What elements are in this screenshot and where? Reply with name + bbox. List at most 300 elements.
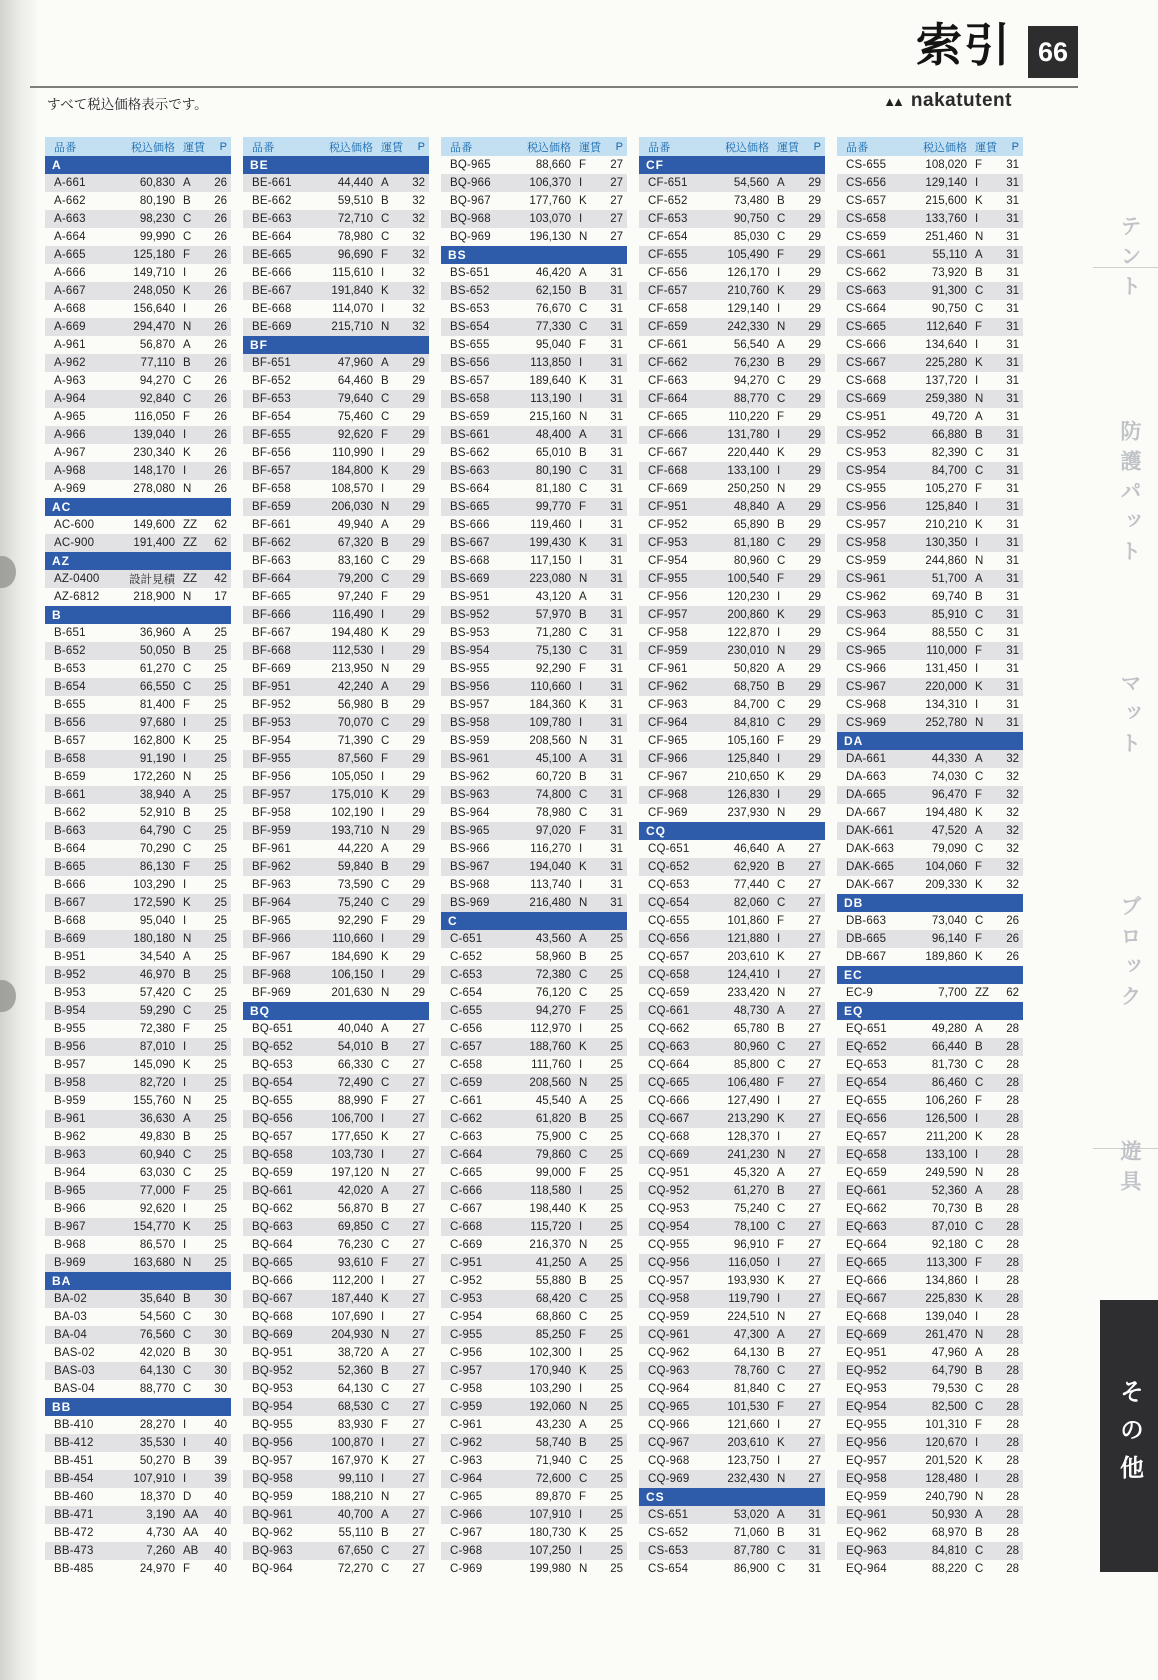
page-title: 索引 bbox=[916, 19, 1012, 71]
cell-ship: K bbox=[975, 1131, 983, 1143]
cell-price: 86,900 bbox=[733, 1563, 769, 1575]
cell-ship: C bbox=[183, 1149, 192, 1161]
cell-ship: C bbox=[381, 231, 390, 243]
cell-price: 80,190 bbox=[139, 195, 175, 207]
cell-code: B-958 bbox=[54, 1077, 86, 1089]
cell-code: BE-669 bbox=[252, 321, 292, 333]
cell-pg: 25 bbox=[214, 1023, 227, 1035]
cell-price: 38,720 bbox=[337, 1347, 373, 1359]
cell-pg: 27 bbox=[412, 1167, 425, 1179]
cell-pg: 25 bbox=[214, 969, 227, 981]
cell-ship: N bbox=[579, 573, 588, 585]
cell-pg: 29 bbox=[412, 411, 425, 423]
cell-ship: C bbox=[579, 807, 588, 819]
table-row bbox=[441, 822, 627, 840]
cell-code: C-962 bbox=[450, 1437, 483, 1449]
cell-code: B-655 bbox=[54, 699, 86, 711]
cell-price: 76,120 bbox=[535, 987, 571, 999]
table-row bbox=[243, 1290, 429, 1308]
cell-ship: F bbox=[777, 411, 785, 423]
cell-code: C-664 bbox=[450, 1149, 483, 1161]
cell-price: 97,020 bbox=[535, 825, 571, 837]
cell-ship: C bbox=[777, 897, 786, 909]
cell-price: 63,030 bbox=[139, 1167, 175, 1179]
cell-ship: I bbox=[183, 465, 187, 477]
table-row bbox=[243, 1218, 429, 1236]
table-row bbox=[441, 390, 627, 408]
table-row bbox=[441, 1164, 627, 1182]
cell-price: 88,550 bbox=[931, 627, 967, 639]
table-row bbox=[45, 1074, 231, 1092]
cell-code: B-967 bbox=[54, 1221, 86, 1233]
cell-price: 72,270 bbox=[337, 1563, 373, 1575]
cell-pg: 29 bbox=[808, 591, 821, 603]
table-row bbox=[243, 1416, 429, 1434]
cell-code: CF-952 bbox=[648, 519, 688, 531]
cell-pg: 31 bbox=[1006, 411, 1019, 423]
cell-pg: 28 bbox=[1006, 1383, 1019, 1395]
cell-price: 44,440 bbox=[337, 177, 373, 189]
cell-pg: 27 bbox=[808, 1437, 821, 1449]
cell-pg: 25 bbox=[610, 1131, 623, 1143]
table-row bbox=[45, 678, 231, 696]
cell-code: BQ-962 bbox=[252, 1527, 293, 1539]
cell-pg: 27 bbox=[412, 1059, 425, 1071]
cell-price: 103,290 bbox=[133, 879, 175, 891]
cell-price: 121,660 bbox=[727, 1419, 769, 1431]
cell-ship: I bbox=[777, 303, 781, 315]
cell-code: A-665 bbox=[54, 249, 86, 261]
column-header-pg: P bbox=[417, 140, 425, 153]
cell-ship: I bbox=[183, 303, 187, 315]
table-row bbox=[243, 912, 429, 930]
cell-pg: 27 bbox=[412, 1095, 425, 1107]
cell-price: 137,720 bbox=[925, 375, 967, 387]
cell-pg: 29 bbox=[808, 231, 821, 243]
cell-pg: 25 bbox=[610, 1113, 623, 1125]
cell-code: CS-951 bbox=[846, 411, 887, 423]
cell-price: 71,390 bbox=[337, 735, 373, 747]
cell-price: 57,970 bbox=[535, 609, 571, 621]
cell-pg: 31 bbox=[808, 1563, 821, 1575]
cell-price: 232,430 bbox=[727, 1473, 769, 1485]
cell-code: B-966 bbox=[54, 1203, 86, 1215]
table-row bbox=[243, 858, 429, 876]
section-header-DB: DB bbox=[837, 894, 1023, 912]
cell-price: 184,360 bbox=[529, 699, 571, 711]
cell-code: C-654 bbox=[450, 987, 483, 999]
cell-pg: 25 bbox=[214, 1095, 227, 1107]
cell-ship: B bbox=[975, 1203, 983, 1215]
cell-ship: C bbox=[777, 1203, 786, 1215]
cell-price: 106,150 bbox=[331, 969, 373, 981]
cell-ship: B bbox=[777, 1023, 785, 1035]
table-row bbox=[837, 1146, 1023, 1164]
cell-code: BQ-652 bbox=[252, 1041, 293, 1053]
cell-ship: C bbox=[975, 1401, 984, 1413]
table-row bbox=[45, 750, 231, 768]
cell-price: 204,930 bbox=[331, 1329, 373, 1341]
table-row bbox=[837, 534, 1023, 552]
cell-price: 177,760 bbox=[529, 195, 571, 207]
cell-code: CF-659 bbox=[648, 321, 688, 333]
table-row bbox=[243, 1200, 429, 1218]
cell-pg: 27 bbox=[808, 1419, 821, 1431]
cell-code: BA-04 bbox=[54, 1329, 87, 1341]
cell-pg: 31 bbox=[610, 591, 623, 603]
cell-ship: A bbox=[183, 1113, 191, 1125]
cell-price: 192,060 bbox=[529, 1401, 571, 1413]
cell-pg: 25 bbox=[214, 645, 227, 657]
cell-price: 125,840 bbox=[727, 753, 769, 765]
cell-price: 49,280 bbox=[931, 1023, 967, 1035]
cell-pg: 28 bbox=[1006, 1509, 1019, 1521]
cell-pg: 31 bbox=[1006, 465, 1019, 477]
cell-pg: 27 bbox=[808, 987, 821, 999]
cell-code: CF-666 bbox=[648, 429, 688, 441]
cell-ship: A bbox=[975, 825, 983, 837]
cell-pg: 29 bbox=[808, 735, 821, 747]
cell-pg: 31 bbox=[610, 735, 623, 747]
cell-price: 51,700 bbox=[931, 573, 967, 585]
column-header-code: 品番 bbox=[846, 141, 869, 154]
cell-price: 208,560 bbox=[529, 1077, 571, 1089]
cell-pg: 28 bbox=[1006, 1365, 1019, 1377]
cell-ship: N bbox=[183, 483, 192, 495]
cell-code: AC-600 bbox=[54, 519, 95, 531]
cell-code: C-667 bbox=[450, 1203, 483, 1215]
table-row bbox=[45, 912, 231, 930]
cell-price: 59,510 bbox=[337, 195, 373, 207]
cell-pg: 26 bbox=[214, 267, 227, 279]
table-row bbox=[639, 1380, 825, 1398]
cell-code: CQ-963 bbox=[648, 1365, 690, 1377]
cell-pg: 27 bbox=[610, 213, 623, 225]
cell-code: BS-654 bbox=[450, 321, 490, 333]
cell-ship: AA bbox=[183, 1527, 199, 1539]
cell-ship: I bbox=[381, 1437, 385, 1449]
cell-code: CS-954 bbox=[846, 465, 887, 477]
table-row bbox=[243, 714, 429, 732]
cell-price: 156,640 bbox=[133, 303, 175, 315]
cell-pg: 25 bbox=[610, 1203, 623, 1215]
cell-code: BS-953 bbox=[450, 627, 490, 639]
cell-price: 96,910 bbox=[733, 1239, 769, 1251]
table-row bbox=[837, 1434, 1023, 1452]
cell-code: BF-666 bbox=[252, 609, 291, 621]
cell-ship: C bbox=[777, 1221, 786, 1233]
cell-price: 3,190 bbox=[146, 1509, 175, 1521]
cell-code: CQ-962 bbox=[648, 1347, 690, 1359]
cell-code: EQ-655 bbox=[846, 1095, 887, 1107]
cell-code: DA-661 bbox=[846, 753, 887, 765]
cell-pg: 29 bbox=[808, 663, 821, 675]
cell-price: 112,640 bbox=[926, 321, 967, 333]
table-row bbox=[243, 786, 429, 804]
cell-ship: C bbox=[183, 1383, 192, 1395]
cell-ship: K bbox=[777, 1437, 785, 1449]
cell-pg: 28 bbox=[1006, 1455, 1019, 1467]
cell-code: A-669 bbox=[54, 321, 86, 333]
cell-pg: 28 bbox=[1006, 1041, 1019, 1053]
table-row bbox=[441, 156, 627, 174]
triangle-logo-icon: ▲▲ bbox=[883, 93, 901, 109]
table-row bbox=[441, 1326, 627, 1344]
cell-pg: 31 bbox=[610, 879, 623, 891]
cell-ship: A bbox=[777, 1167, 785, 1179]
cell-ship: F bbox=[381, 429, 389, 441]
table-row bbox=[837, 1164, 1023, 1182]
cell-ship: C bbox=[381, 1545, 390, 1557]
cell-ship: C bbox=[777, 1059, 786, 1071]
cell-code: CS-965 bbox=[846, 645, 887, 657]
cell-code: BF-955 bbox=[252, 753, 291, 765]
cell-price: 131,780 bbox=[727, 429, 769, 441]
cell-pg: 29 bbox=[412, 789, 425, 801]
section-header-EQ: EQ bbox=[837, 1002, 1023, 1020]
cell-code: BQ-951 bbox=[252, 1347, 293, 1359]
cell-price: 71,280 bbox=[535, 627, 571, 639]
cell-price: 97,240 bbox=[337, 591, 373, 603]
cell-price: 149,600 bbox=[133, 519, 175, 531]
cell-code: C-965 bbox=[450, 1491, 483, 1503]
cell-ship: F bbox=[381, 249, 389, 261]
cell-price: 77,110 bbox=[140, 357, 175, 369]
sidebar-tab-playground bbox=[1100, 1140, 1158, 1250]
cell-code: BF-651 bbox=[252, 357, 291, 369]
cell-price: 115,610 bbox=[332, 267, 373, 279]
cell-ship: F bbox=[381, 591, 389, 603]
cell-price: 50,050 bbox=[139, 645, 175, 657]
cell-ship: C bbox=[579, 645, 588, 657]
cell-code: EQ-957 bbox=[846, 1455, 887, 1467]
cell-code: CF-954 bbox=[648, 555, 688, 567]
cell-pg: 29 bbox=[808, 267, 821, 279]
cell-price: 116,050 bbox=[134, 411, 175, 423]
cell-ship: I bbox=[183, 1041, 187, 1053]
cell-pg: 27 bbox=[808, 1455, 821, 1467]
cell-code: CF-966 bbox=[648, 753, 688, 765]
cell-price: 172,260 bbox=[133, 771, 175, 783]
table-row bbox=[243, 1452, 429, 1470]
cell-pg: 27 bbox=[808, 1131, 821, 1143]
cell-ship: I bbox=[975, 1149, 979, 1161]
cell-pg: 40 bbox=[214, 1509, 227, 1521]
cell-pg: 29 bbox=[808, 303, 821, 315]
cell-code: BF-962 bbox=[252, 861, 291, 873]
cell-pg: 29 bbox=[412, 987, 425, 999]
scan-edge-shadow bbox=[0, 0, 40, 1680]
cell-pg: 31 bbox=[610, 285, 623, 297]
cell-price: 72,710 bbox=[337, 213, 373, 225]
cell-ship: I bbox=[975, 501, 979, 513]
table-row bbox=[243, 750, 429, 768]
cell-pg: 27 bbox=[412, 1203, 425, 1215]
cell-ship: N bbox=[777, 987, 786, 999]
table-row bbox=[441, 1560, 627, 1578]
cell-price: 18,370 bbox=[139, 1491, 175, 1503]
cell-pg: 31 bbox=[1006, 591, 1019, 603]
cell-ship: K bbox=[777, 771, 785, 783]
table-row bbox=[837, 678, 1023, 696]
cell-pg: 31 bbox=[1006, 681, 1019, 693]
table-row bbox=[243, 1182, 429, 1200]
table-row bbox=[243, 696, 429, 714]
cell-price: 52,910 bbox=[139, 807, 175, 819]
cell-ship: K bbox=[183, 1059, 191, 1071]
cell-pg: 31 bbox=[1006, 303, 1019, 315]
cell-code: BQ-653 bbox=[252, 1059, 293, 1071]
cell-price: 148,170 bbox=[133, 465, 175, 477]
cell-price: 87,010 bbox=[139, 1041, 175, 1053]
cell-pg: 28 bbox=[1006, 1293, 1019, 1305]
cell-code: BS-659 bbox=[450, 411, 490, 423]
cell-price: 223,080 bbox=[529, 573, 571, 585]
table-row bbox=[837, 642, 1023, 660]
cell-price: 116,270 bbox=[530, 843, 571, 855]
cell-price: 49,720 bbox=[931, 411, 967, 423]
cell-pg: 27 bbox=[808, 1167, 821, 1179]
cell-code: BQ-959 bbox=[252, 1491, 293, 1503]
cell-ship: I bbox=[579, 357, 583, 369]
cell-ship: C bbox=[381, 1077, 390, 1089]
column-header-ship: 運賃 bbox=[381, 141, 403, 154]
table-row bbox=[639, 1560, 825, 1578]
table-row bbox=[441, 732, 627, 750]
cell-code: EQ-962 bbox=[846, 1527, 887, 1539]
cell-code: EQ-661 bbox=[846, 1185, 887, 1197]
cell-price: 225,830 bbox=[925, 1293, 967, 1305]
cell-pg: 30 bbox=[214, 1347, 227, 1359]
cell-pg: 26 bbox=[214, 249, 227, 261]
cell-code: BF-969 bbox=[252, 987, 291, 999]
cell-price: 126,830 bbox=[727, 789, 769, 801]
cell-code: CS-658 bbox=[846, 213, 887, 225]
table-row bbox=[243, 732, 429, 750]
cell-price: 45,320 bbox=[733, 1167, 769, 1179]
table-row bbox=[639, 1056, 825, 1074]
table-row bbox=[243, 246, 429, 264]
cell-code: CQ-658 bbox=[648, 969, 690, 981]
cell-pg: 27 bbox=[412, 1275, 425, 1287]
cell-ship: N bbox=[381, 1329, 390, 1341]
cell-code: CF-651 bbox=[648, 177, 688, 189]
cell-price: 110,660 bbox=[332, 933, 373, 945]
cell-ship: C bbox=[777, 1365, 786, 1377]
cell-code: B-959 bbox=[54, 1095, 86, 1107]
table-row bbox=[45, 210, 231, 228]
cell-ship: A bbox=[183, 339, 191, 351]
cell-code: BS-962 bbox=[450, 771, 490, 783]
cell-ship: A bbox=[975, 1509, 983, 1521]
cell-code: CS-657 bbox=[846, 195, 887, 207]
cell-ship: B bbox=[183, 807, 191, 819]
cell-ship: A bbox=[183, 177, 191, 189]
cell-price: 54,560 bbox=[733, 177, 769, 189]
cell-ship: B bbox=[381, 195, 389, 207]
cell-code: BE-667 bbox=[252, 285, 292, 297]
cell-pg: 29 bbox=[808, 375, 821, 387]
cell-code: C-661 bbox=[450, 1095, 483, 1107]
cell-code: CF-963 bbox=[648, 699, 688, 711]
cell-ship: C bbox=[975, 1383, 984, 1395]
cell-ship: B bbox=[579, 951, 587, 963]
table-row bbox=[45, 858, 231, 876]
cell-code: BS-652 bbox=[450, 285, 490, 297]
cell-price: 215,600 bbox=[925, 195, 967, 207]
cell-pg: 25 bbox=[610, 1293, 623, 1305]
cell-ship: A bbox=[777, 177, 785, 189]
table-row bbox=[243, 1308, 429, 1326]
cell-pg: 25 bbox=[610, 1437, 623, 1449]
cell-pg: 29 bbox=[808, 249, 821, 261]
cell-code: DAK-665 bbox=[846, 861, 895, 873]
cell-code: CS-667 bbox=[846, 357, 887, 369]
cell-ship: N bbox=[579, 411, 588, 423]
cell-price: 79,090 bbox=[931, 843, 967, 855]
cell-price: 107,910 bbox=[133, 1473, 175, 1485]
cell-price: 261,470 bbox=[925, 1329, 967, 1341]
cell-code: BQ-655 bbox=[252, 1095, 293, 1107]
cell-pg: 31 bbox=[610, 627, 623, 639]
column-header-pg: P bbox=[615, 140, 623, 153]
cell-pg: 26 bbox=[214, 429, 227, 441]
cell-code: BAS-03 bbox=[54, 1365, 95, 1377]
cell-price: 82,060 bbox=[733, 897, 769, 909]
cell-pg: 31 bbox=[610, 537, 623, 549]
cell-code: CQ-657 bbox=[648, 951, 690, 963]
cell-pg: 29 bbox=[412, 969, 425, 981]
cell-pg: 26 bbox=[214, 411, 227, 423]
cell-ship: B bbox=[381, 537, 389, 549]
table-row bbox=[441, 696, 627, 714]
cell-pg: 25 bbox=[610, 1329, 623, 1341]
table-row bbox=[639, 966, 825, 984]
table-row bbox=[45, 516, 231, 534]
table-row bbox=[243, 948, 429, 966]
cell-code: CS-958 bbox=[846, 537, 887, 549]
cell-code: B-659 bbox=[54, 771, 86, 783]
column-header-price: 税込価格 bbox=[923, 141, 967, 154]
cell-price: 193,710 bbox=[331, 825, 373, 837]
cell-ship: A bbox=[579, 1257, 587, 1269]
cell-price: 85,030 bbox=[733, 231, 769, 243]
cell-ship: C bbox=[183, 393, 192, 405]
cell-price: 42,240 bbox=[337, 681, 373, 693]
cell-pg: 32 bbox=[1006, 861, 1019, 873]
cell-code: BQ-668 bbox=[252, 1311, 293, 1323]
cell-ship: C bbox=[777, 375, 786, 387]
sidebar-tab-tent-label: テント bbox=[1118, 215, 1141, 305]
cell-code: A-969 bbox=[54, 483, 86, 495]
cell-code: C-966 bbox=[450, 1509, 483, 1521]
cell-code: C-659 bbox=[450, 1077, 483, 1089]
cell-ship: C bbox=[183, 231, 192, 243]
cell-code: C-662 bbox=[450, 1113, 483, 1125]
cell-pg: 29 bbox=[808, 627, 821, 639]
cell-ship: K bbox=[579, 861, 587, 873]
cell-ship: C bbox=[975, 843, 984, 855]
cell-ship: I bbox=[975, 1311, 979, 1323]
cell-pg: 29 bbox=[412, 915, 425, 927]
table-row bbox=[441, 264, 627, 282]
table-row bbox=[441, 426, 627, 444]
cell-code: BS-662 bbox=[450, 447, 490, 459]
cell-ship: A bbox=[975, 573, 983, 585]
cell-price: 107,250 bbox=[529, 1545, 571, 1557]
cell-price: 45,540 bbox=[535, 1095, 571, 1107]
cell-code: BQ-666 bbox=[252, 1275, 293, 1287]
